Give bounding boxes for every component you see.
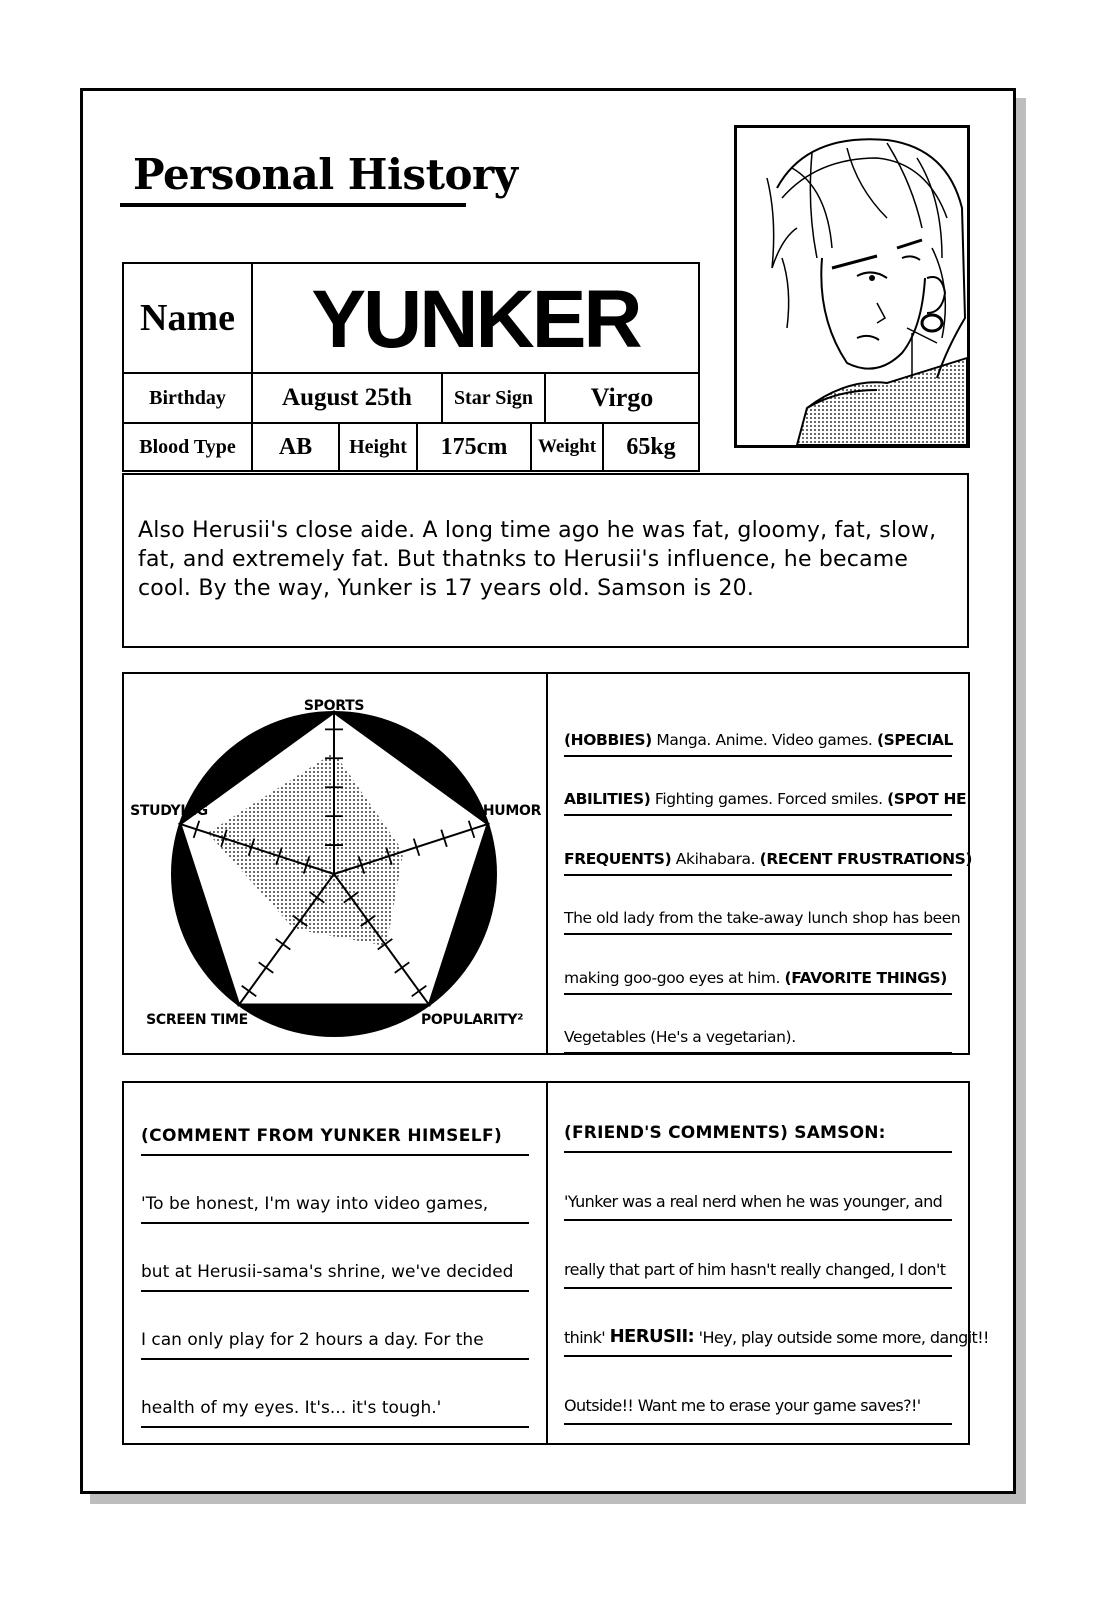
interests-line [564, 876, 961, 936]
friend-comment-text: 'Hey, play outside some more, dangit!! [694, 1328, 989, 1347]
radar-axis-label: STUDYING [130, 803, 208, 819]
interests-heading: (FAVORITE THINGS) [784, 968, 947, 987]
self-comment-line: I can only play for 2 hours a day. For the [141, 1292, 529, 1360]
interests-heading: (SPOT HE [887, 790, 967, 808]
friend-comment-line [564, 1221, 952, 1289]
friend-comment-text: 'Yunker was a real nerd when he was younger, and [564, 1192, 943, 1211]
self-comment-heading: (COMMENT FROM YUNKER HIMSELF) [141, 1108, 529, 1156]
radar-axis-label: SCREEN TIME [146, 1012, 248, 1028]
interests-heading: (SPECIAL [876, 730, 953, 749]
friend-comment-line [564, 1153, 952, 1221]
star-sign-value: Virgo [544, 372, 700, 424]
radar-chart [124, 674, 546, 1053]
radar-axis-label: HUMOR [482, 803, 542, 819]
interests-heading: FREQUENTS) [564, 849, 672, 868]
name-label: Name [122, 262, 253, 374]
birthday-value: August 25th [251, 372, 443, 424]
friend-comment-text: really that part of him hasn't really changed, I don't [564, 1260, 946, 1279]
interests-heading: (RECENT FRUSTRATIONS) [759, 849, 973, 868]
friend-comment [564, 1108, 989, 1425]
birthday-label: Birthday [122, 372, 253, 424]
self-comment-line: but at Herusii-sama's shrine, we've decided [141, 1224, 529, 1292]
friend-comment-text: Outside!! Want me to erase your game saves?!' [564, 1396, 921, 1415]
radar-axis-label: POPULARITY² [420, 1012, 524, 1028]
friend-comment-heading: (FRIEND'S COMMENTS) SAMSON: [564, 1108, 952, 1153]
interests-heading: (HOBBIES) [564, 730, 652, 749]
interests-text: Akihabara. [671, 849, 760, 868]
weight-value: 65kg [602, 422, 700, 472]
interests-text: The old lady from the take-away lunch shop has been [564, 909, 961, 927]
self-comment-line: health of my eyes. It's... it's tough.' [141, 1360, 529, 1428]
interests-text: Fighting games. Forced smiles. [650, 790, 888, 808]
interests-lines [564, 697, 973, 1054]
interests-line [564, 697, 952, 757]
star-sign-label: Star Sign [441, 372, 546, 424]
portrait-frame [734, 125, 970, 448]
title-underline [120, 203, 466, 207]
interests-line [564, 995, 952, 1055]
friend-comment-speaker: HERUSII: [609, 1326, 695, 1347]
interests-text: making goo-goo eyes at him. [564, 968, 785, 987]
name-value: YUNKER [251, 262, 700, 374]
height-value: 175cm [416, 422, 532, 472]
bio-text: Also Herusii's close aide. A long time ago he was fat, gloomy, fat, slow, fat, and extremely fat. But thatnks to Herusii's influence, he became cool. By the way, Yunker is 17 years old. Samson is 20. [138, 518, 937, 601]
blood-type-value: AB [251, 422, 340, 472]
page-title: Personal History [133, 150, 518, 199]
portrait-illustration [737, 128, 967, 445]
interests-line [564, 816, 973, 876]
friend-comment-line [564, 1289, 989, 1357]
interests-text: Vegetables (He's a vegetarian). [564, 1028, 796, 1046]
friend-comment-text: think' [564, 1328, 610, 1347]
weight-label: Weight [530, 422, 604, 472]
interests-line [564, 757, 967, 817]
radar-axis-label: SPORTS [303, 698, 365, 714]
interests-heading: ABILITIES) [564, 790, 651, 808]
friend-comment-line [564, 1357, 952, 1425]
interests-line [564, 935, 952, 995]
interests-text: Manga. Anime. Video games. [651, 730, 877, 749]
blood-type-label: Blood Type [122, 422, 253, 472]
self-comment [141, 1108, 529, 1428]
self-comment-line: 'To be honest, I'm way into video games, [141, 1156, 529, 1224]
height-label: Height [338, 422, 418, 472]
